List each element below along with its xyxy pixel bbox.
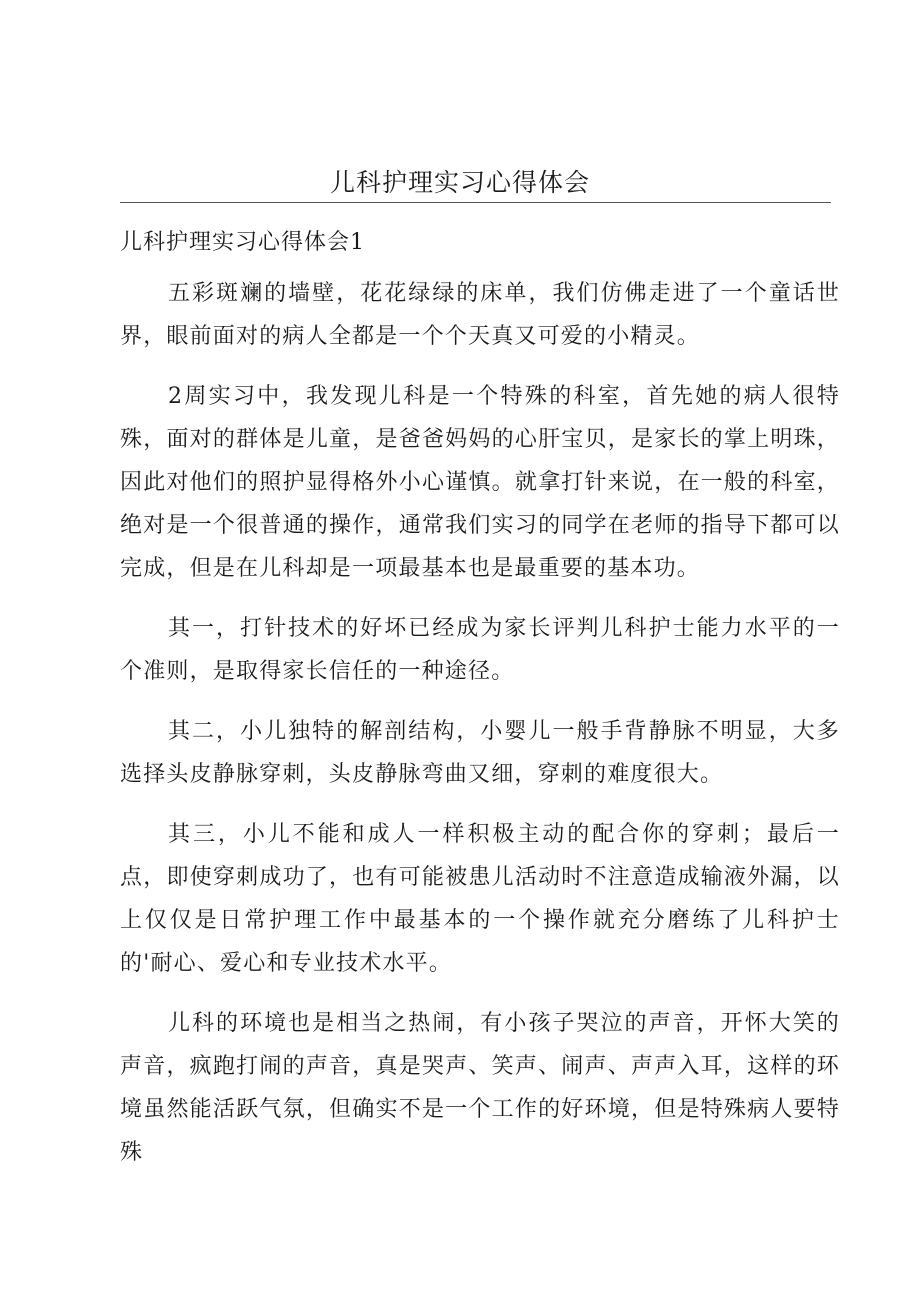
paragraph-4: 其二，小儿独特的解剖结构，小婴儿一般手背静脉不明显，大多选择头皮静脉穿刺，头皮静脉弯曲又细，穿刺的难度很大。 [120, 719, 840, 787]
paragraph-2: 2周实习中，我发现儿科是一个特殊的科室，首先她的病人很特殊，面对的群体是儿童，是爸爸妈妈的心肝宝贝，是家长的掌上明珠，因此对他们的照护显得格外小心谨慎。就拿打针来说，在一般的科室，绝对是一个很普通的操作，通常我们实习的同学在老师的指导下都可以完成，但是在儿科却是一项最基本也是最重要的基本功。 [120, 384, 840, 581]
paragraph-5: 其三，小儿不能和成人一样积极主动的配合你的穿刺；最后一点，即使穿刺成功了，也有可能被患儿活动时不注意造成输液外漏，以上仅仅是日常护理工作中最基本的一个操作就充分磨练了儿科护士的'耐心、爱心和专业技术水平。 [120, 822, 840, 976]
title-divider [120, 202, 831, 203]
paragraph-3: 其一，打针技术的好坏已经成为家长评判儿科护士能力水平的一个准则，是取得家长信任的一种途径。 [120, 616, 840, 684]
paragraph-6: 儿科的环境也是相当之热闹，有小孩子哭泣的声音，开怀大笑的声音，疯跑打闹的声音，真是哭声、笑声、闹声、声声入耳，这样的环境虽然能活跃气氛，但确实不是一个工作的好环境，但是特殊病人要特殊 [120, 1011, 840, 1165]
paragraph-1: 五彩斑斓的墙壁，花花绿绿的床单，我们仿佛走进了一个童话世界，眼前面对的病人全都是一个个天真又可爱的小精灵。 [120, 281, 840, 349]
section-heading: 儿科护理实习心得体会1 [120, 230, 365, 255]
document-title: 儿科护理实习心得体会 [329, 168, 590, 197]
document-body [120, 272, 840, 1191]
